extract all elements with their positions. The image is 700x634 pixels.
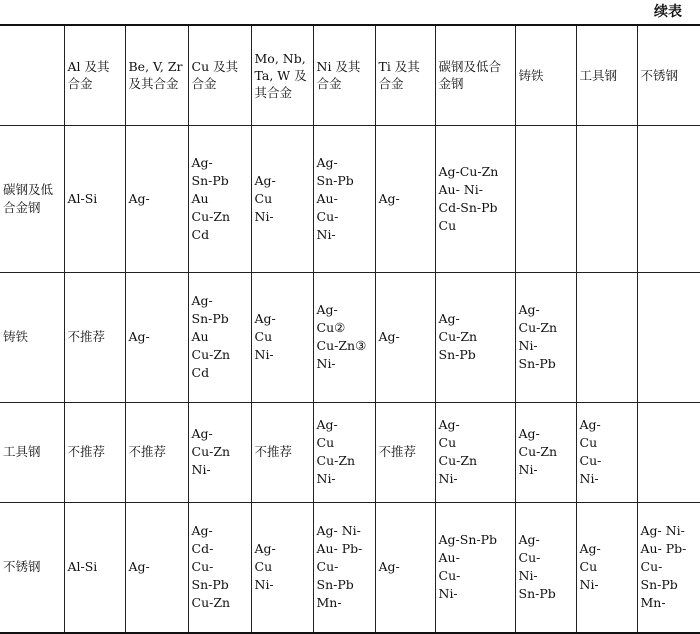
column-header — [251, 25, 313, 125]
table-cell — [515, 502, 576, 633]
cell-line: Cu-Zn③ — [316, 338, 367, 353]
cell-line: Cu — [579, 435, 598, 450]
cell-line: Cd — [191, 226, 210, 242]
cell-line: Cu-Zn — [518, 320, 558, 335]
cell-line: Cu- — [518, 550, 541, 566]
cell-line: Sn-Pb — [191, 311, 229, 326]
cell-line: Ag- — [518, 532, 540, 548]
table-cell — [637, 125, 700, 272]
cell-line: Cu- — [640, 559, 663, 575]
cell-line: Cu- — [316, 208, 339, 224]
cell-line: Cu — [438, 435, 457, 450]
table-cell — [251, 402, 313, 502]
table-cell — [125, 402, 188, 502]
row-header — [0, 502, 64, 633]
table-cell — [637, 502, 700, 633]
column-header-text: Cu 及其合金 — [191, 59, 239, 92]
cell-line: 不推荐 — [128, 444, 167, 459]
row-header-text: 不锈钢 — [3, 559, 41, 575]
cell-line: Ni- — [316, 471, 336, 486]
table-cell — [375, 272, 435, 402]
cell-line: 不推荐 — [67, 444, 106, 459]
column-header — [637, 25, 700, 125]
cell-line: Cu-Zn — [191, 347, 231, 362]
cell-line: Ag- — [438, 417, 460, 432]
cell-line: Cd-Sn-Pb — [438, 199, 498, 215]
cell-line: Al-Si — [67, 190, 98, 206]
cell-line: Cd- — [191, 541, 214, 557]
cell-line: Au- Ni- — [438, 181, 483, 197]
table-cell — [64, 125, 125, 272]
table-cell — [188, 125, 251, 272]
cell-line: Ag- — [128, 190, 150, 206]
cell-line: Cu — [254, 329, 273, 344]
brazing-filler-table — [0, 24, 700, 634]
cell-line: Cu-Zn — [518, 444, 558, 459]
table-cell — [188, 402, 251, 502]
column-header — [375, 25, 435, 125]
table-cell — [64, 402, 125, 502]
column-header — [125, 25, 188, 125]
cell-line: Ni- — [191, 462, 211, 477]
column-header-text: Mo, Nb, Ta, W 及其合金 — [254, 50, 307, 100]
cell-line: Cu- — [438, 568, 461, 584]
column-header-text: Ni 及其合金 — [316, 59, 361, 92]
cell-line: Ni- — [518, 568, 538, 584]
table-cell — [251, 502, 313, 633]
cell-line: 不推荐 — [254, 444, 293, 459]
cell-line: Ni- — [316, 356, 336, 371]
cell-line: 不推荐 — [67, 329, 106, 344]
cell-line: Cu — [316, 435, 335, 450]
cell-line: 不推荐 — [378, 444, 417, 459]
table-cell — [375, 402, 435, 502]
cell-line: Ag- — [191, 523, 213, 539]
table-cell — [375, 125, 435, 272]
table-cell — [435, 402, 515, 502]
table-cell — [435, 125, 515, 272]
column-header-text: Be, V, Zr 及其合金 — [128, 59, 183, 92]
cell-line: Au — [191, 190, 209, 206]
cell-line: Ag- — [316, 302, 338, 317]
cell-line: Ni- — [579, 577, 599, 593]
cell-line: Ag- — [378, 559, 400, 575]
row-header-text: 工具钢 — [3, 444, 41, 459]
column-header — [188, 25, 251, 125]
table-cell — [251, 272, 313, 402]
cell-line: Au — [191, 329, 209, 344]
cell-line: Cu-Zn — [316, 453, 356, 468]
cell-line: Ni- — [579, 471, 599, 486]
cell-line: Au- — [316, 190, 338, 206]
cell-line: Cd — [191, 365, 210, 380]
cell-line: Ag- — [254, 311, 276, 326]
column-header — [313, 25, 375, 125]
column-header-text: 碳钢及低合金钢 — [438, 59, 502, 92]
column-header — [64, 25, 125, 125]
cell-line: Cu-Zn — [191, 444, 231, 459]
table-cell — [576, 125, 637, 272]
cell-line: Ag-Sn-Pb — [438, 532, 498, 548]
cell-line: Cu② — [316, 320, 346, 335]
column-header — [576, 25, 637, 125]
table-cell — [576, 402, 637, 502]
column-header-text: 铸铁 — [518, 67, 544, 83]
cell-line: Sn-Pb — [518, 586, 556, 602]
cell-line: Ag- — [254, 172, 276, 188]
cell-line: Al-Si — [67, 559, 98, 575]
cell-line: Ag- Ni- — [640, 523, 685, 539]
cell-line: Ag- — [378, 329, 400, 344]
cell-line: Cu-Zn — [191, 595, 231, 611]
table-cell — [576, 502, 637, 633]
table-continued-caption: 续表 — [654, 4, 682, 20]
cell-line: Ni- — [316, 226, 336, 242]
cell-line: Cu- — [316, 559, 339, 575]
table-row — [0, 125, 700, 272]
cell-line: Ag- — [518, 426, 540, 441]
table-cell — [251, 125, 313, 272]
cell-line: Ag- — [191, 154, 213, 170]
cell-line: Cu- — [579, 453, 602, 468]
table-cell — [435, 502, 515, 633]
cell-line: Sn-Pb — [191, 577, 229, 593]
row-header — [0, 272, 64, 402]
cell-line: Ni- — [518, 462, 538, 477]
cell-line: Ag- — [579, 417, 601, 432]
table-cell — [576, 272, 637, 402]
table-cell — [313, 402, 375, 502]
cell-line: Ag-Cu-Zn — [438, 163, 499, 179]
table-cell — [188, 502, 251, 633]
cell-line: Ag- — [518, 302, 540, 317]
cell-line: Ni- — [254, 577, 274, 593]
cell-line: Ag- — [128, 559, 150, 575]
cell-line: Mn- — [316, 595, 342, 611]
column-header — [515, 25, 576, 125]
cell-line: Cu — [254, 559, 273, 575]
cell-line: Ag- — [128, 329, 150, 344]
table-row — [0, 272, 700, 402]
column-header-text: 不锈钢 — [640, 67, 679, 83]
cell-line: Cu — [438, 217, 457, 233]
table-cell — [515, 272, 576, 402]
cell-line: Ag- — [191, 426, 213, 441]
cell-line: Mn- — [640, 595, 666, 611]
table-cell — [313, 272, 375, 402]
header-row — [0, 25, 700, 125]
table-row — [0, 502, 700, 633]
cell-line: Ni- — [254, 208, 274, 224]
cell-line: Au- Pb- — [640, 541, 687, 557]
cell-line: Sn-Pb — [316, 577, 354, 593]
column-header-text: Ti 及其合金 — [378, 59, 420, 92]
cell-line: Sn-Pb — [518, 356, 556, 371]
table-cell — [125, 502, 188, 633]
table-cell — [125, 272, 188, 402]
table-cell — [313, 502, 375, 633]
table-row — [0, 402, 700, 502]
column-header-text: Al 及其合金 — [67, 59, 110, 92]
table-cell — [64, 502, 125, 633]
cell-line: Cu-Zn — [191, 208, 231, 224]
cell-line: Cu — [579, 559, 598, 575]
table-cell — [637, 402, 700, 502]
table-cell — [637, 272, 700, 402]
cell-line: Ag- Ni- — [316, 523, 361, 539]
cell-line: Cu- — [191, 559, 214, 575]
table-cell — [313, 125, 375, 272]
cell-line: Cu — [254, 190, 273, 206]
cell-line: Ag- — [438, 311, 460, 326]
cell-line: Au- — [438, 550, 460, 566]
corner-cell — [0, 25, 64, 125]
table-cell — [64, 272, 125, 402]
table-cell — [375, 502, 435, 633]
table-cell — [515, 125, 576, 272]
cell-line: Ni- — [438, 471, 458, 486]
cell-line: Ni- — [254, 347, 274, 362]
cell-line: Sn-Pb — [191, 172, 229, 188]
column-header-text: 工具钢 — [579, 67, 618, 83]
table-cell — [435, 272, 515, 402]
cell-line: Ni- — [518, 338, 538, 353]
cell-line: Sn-Pb — [438, 347, 476, 362]
cell-line: Au- Pb- — [316, 541, 363, 557]
cell-line: Sn-Pb — [640, 577, 678, 593]
cell-line: Ag- — [378, 190, 400, 206]
cell-line: Ag- — [254, 541, 276, 557]
row-header — [0, 402, 64, 502]
row-header-text: 铸铁 — [3, 329, 29, 344]
table-cell — [515, 402, 576, 502]
cell-line: Ag- — [579, 541, 601, 557]
table-cell — [125, 125, 188, 272]
column-header — [435, 25, 515, 125]
cell-line: Ag- — [316, 154, 338, 170]
table-cell — [188, 272, 251, 402]
cell-line: Ag- — [316, 417, 338, 432]
cell-line: Ag- — [191, 293, 213, 308]
cell-line: Ni- — [438, 586, 458, 602]
cell-line: Cu-Zn — [438, 329, 478, 344]
row-header-text: 碳钢及低合金钢 — [3, 181, 54, 215]
row-header — [0, 125, 64, 272]
cell-line: Cu-Zn — [438, 453, 478, 468]
cell-line: Sn-Pb — [316, 172, 354, 188]
